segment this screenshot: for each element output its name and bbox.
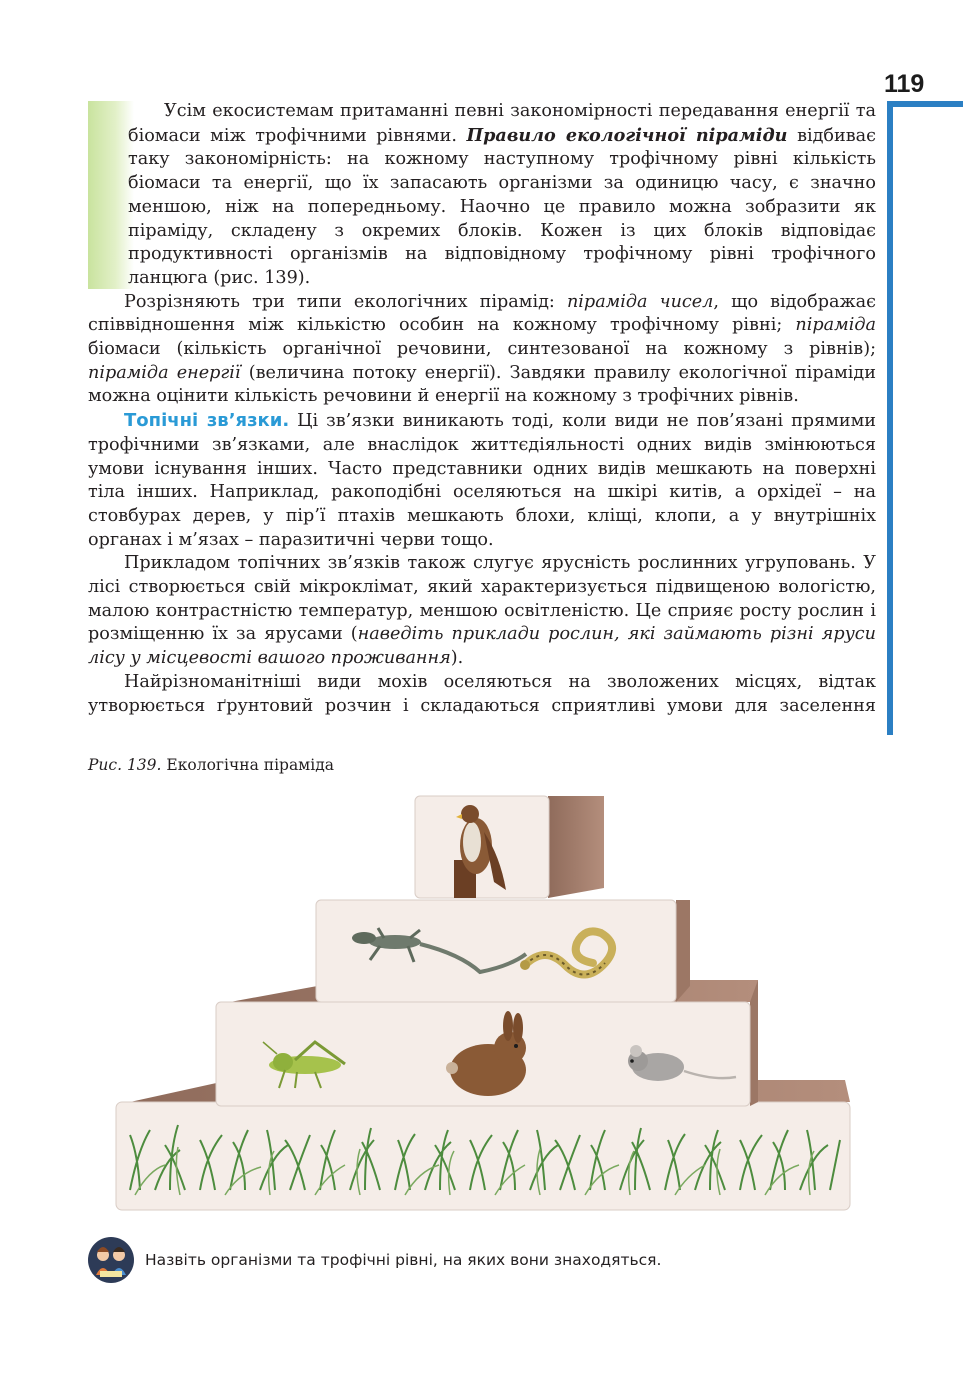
- question-text: Назвіть організми та трофічні рівні, на яких вони знаходяться.: [145, 1251, 662, 1269]
- figure-caption: Рис. 139. Екологічна піраміда: [88, 756, 334, 774]
- paragraph-topical: Топічні зв’язки. Ці зв’язки виникають тоді, коли види не пов’язані прямими трофічними зв’язками, але внаслідок життєдіяльності одних видів змінюються умови існування інших. Часто представники одних видів мешкають на поверхні тіла інших. Наприклад, ракоподібні оселяються на шкірі китів, а орхідеї – на стовбурах дерев, у пір’ї птахів мешкають блохи, кліщі, клопи, а у внутрішніх органах і м’язах – паразитичні черви тощо.: [88, 410, 876, 550]
- rule-term: Правило екологічної піраміди: [466, 124, 788, 146]
- paragraph-layering: Прикладом топічних зв’язків також слугує ярусність рослинних угруповань. У лісі створюється свій мікроклімат, який характеризується підвищеною вологістю, малою контрастністю температур, меншою освітленістю. Це сприяє росту рослин і розміщенню їх за ярусами (наведіть приклади рослин, які займають різні яруси лісу у місцевості вашого проживання).: [88, 553, 876, 669]
- pyramid-level-secondary-consumers: [316, 900, 690, 1002]
- pyramid-level-top-predators: [415, 796, 604, 898]
- body-text: [88, 100, 876, 718]
- section-heading: Топічні зв’язки.: [124, 410, 290, 432]
- paragraph-rule: Усім екосистемам притаманні певні закономірності передавання енергії та біомаси між трофічними рівнями. Правило екологічної піраміди відбиває таку закономірність: на кожному наступному трофічному рівні кількість біомаси та енергії, що їх запасають організми за одиницю часу, є значно меншою, ніж на попередньому. Наочно це правило можна зобразити як піраміду, складену з окремих блоків. Кожен із цих блоків відповідає продуктивності організмів на відповідному трофічному рівні трофічного ланцюга (рис. 139).: [128, 101, 876, 288]
- margin-bar-top: [887, 101, 963, 107]
- students-icon: [88, 1237, 134, 1283]
- paragraph-mosses: Найрізноманітніші види мохів оселяються на зволожених місцях, відтак утворюється ґрунтовий розчин і складаються сприятливі умови для заселення: [88, 671, 876, 716]
- page-number: 119: [884, 70, 925, 98]
- ecological-pyramid-figure: [110, 790, 855, 1215]
- paragraph-pyramid-types: Розрізняють три типи екологічних пірамід: піраміда чисел, що відображає співвідношення між кількістю особин на кожному трофічному рівні; піраміда біомаси (кількість органічної речовини, синтезованої на кожному з рівнів); піраміда енергії (величина потоку енергії). Завдяки правилу екологічної піраміди можна оцінити кількість речовини й енергії на кожному з трофічних рівнів.: [88, 291, 876, 407]
- margin-bar: [887, 101, 893, 735]
- question-block: [88, 1237, 888, 1285]
